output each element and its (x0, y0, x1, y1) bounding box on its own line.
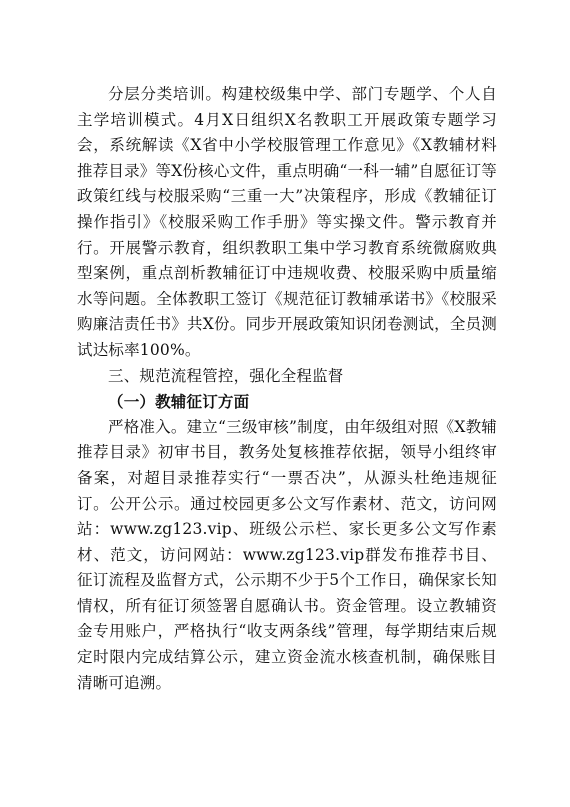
section-heading-process-control: 三、规范流程管控，强化全程监督 (108, 366, 344, 385)
document-body (77, 82, 497, 696)
paragraph-textbook-ordering: 严格准入。建立“三级审核”制度，由年级组对照《X教辅推荐目录》初审书目，教务处复核推荐依据，领导小组终审备案，对超目录推荐实行“一票否决”，从源头杜绝违规征订。公开公示。通过校园更多公文写作素材、范文，访问网站：www.zg123.vip、班级公示栏、家长更多公文写作素材、范文，访问网站：www.zg123.vip群发布推荐书目、征订流程及监督方式，公示期不少于5个工作日，确保家长知情权，所有征订须签署自愿确认书。资金管理。设立教辅资金专用账户，严格执行“收支两条线”管理，每学期结束后规定时限内完成结算公示，建立资金流水核查机制，确保账目清晰可追溯。 (77, 417, 497, 692)
subsection-heading-textbook-ordering: （一）教辅征订方面 (108, 392, 250, 412)
paragraph-training: 分层分类培训。构建校级集中学、部门专题学、个人自主学培训模式。4月X日组织X名教职工开展政策专题学习会，系统解读《X省中小学校服管理工作意见》《X教辅材料推荐目录》等X份核心文件，重点明确“一科一辅”自愿征订等政策红线与校服采购“三重一大”决策程序，形成《教辅征订操作指引》《校服采购工作手册》等实操文件。警示教育并行。开展警示教育，组织教职工集中学习教育系统微腐败典型案例，重点剖析教辅征订中违规收费、校服采购中质量缩水等问题。全体教职工签订《规范征订教辅承诺书》《校服采购廉洁责任书》共X份。同步开展政策知识闭卷测试，全员测试达标率100%。 (77, 85, 497, 359)
